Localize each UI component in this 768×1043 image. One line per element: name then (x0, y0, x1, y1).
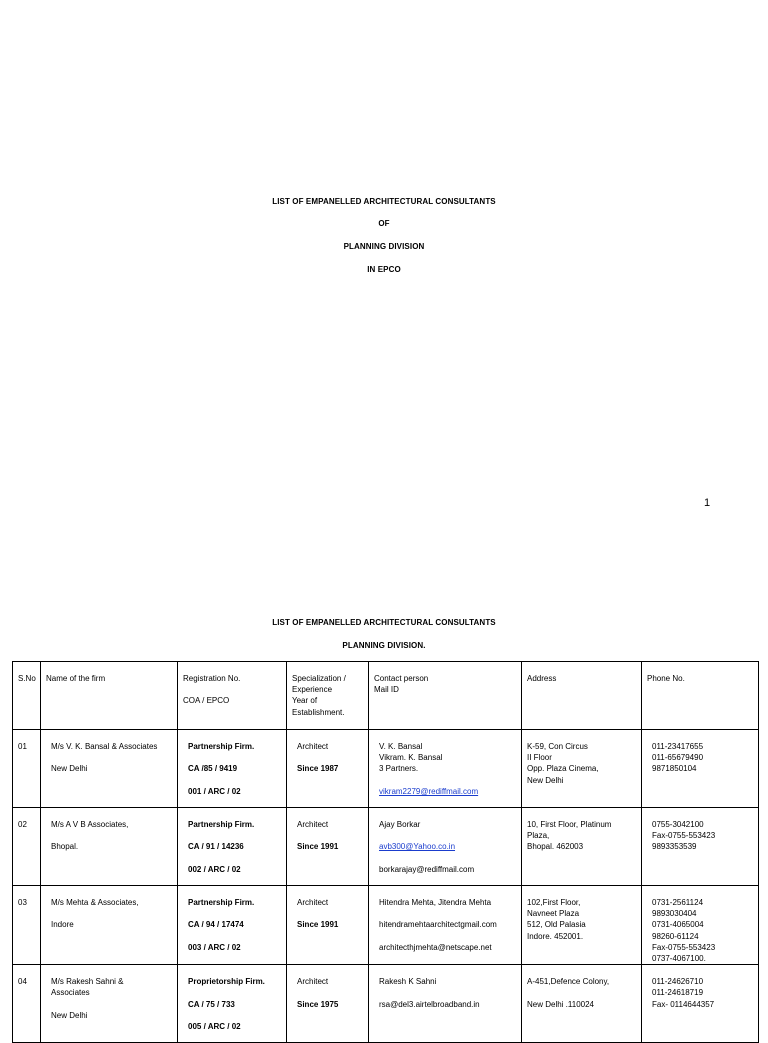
cell-firm: M/s V. K. Bansal & Associates New Delhi (41, 730, 178, 808)
cell-phone: 011-23417655 011-65679490 9871850104 (642, 730, 759, 808)
cell-contact: V. K. Bansal Vikram. K. Bansal 3 Partners. vikram2279@rediffmail.com (369, 730, 522, 808)
cell-phone: 0731-2561124 9893030404 0731-4065004 98260-61124 Fax-0755-553423 0737-4067100. (642, 886, 759, 965)
header-registration: Registration No. COA / EPCO (178, 662, 287, 730)
table-header-row (13, 662, 759, 730)
cell-specialization: Architect Since 1991 (287, 886, 369, 965)
cover-title-line-2: OF (378, 219, 390, 228)
cell-sno: 02 (13, 808, 41, 886)
cell-firm: M/s Mehta & Associates, Indore (41, 886, 178, 965)
list-subtitle: PLANNING DIVISION. (342, 641, 426, 650)
cell-sno: 04 (13, 965, 41, 1043)
cell-address: A-451,Defence Colony, New Delhi .110024 (522, 965, 642, 1043)
email-text: hitendramehtaarchitectgmail.com (379, 920, 497, 930)
table-row (13, 886, 759, 965)
header-phone: Phone No. (642, 662, 759, 730)
consultants-table (12, 661, 759, 1043)
table-row (13, 965, 759, 1043)
cover-title-line-4: IN EPCO (367, 265, 401, 274)
cell-address: K-59, Con Circus II Floor Opp. Plaza Cinema, New Delhi (522, 730, 642, 808)
cover-title-line-3: PLANNING DIVISION (343, 242, 425, 251)
cell-sno: 03 (13, 886, 41, 965)
cell-specialization: Architect Since 1991 (287, 808, 369, 886)
cell-phone: 0755-3042100 Fax-0755-553423 9893353539 (642, 808, 759, 886)
header-specialization: Specialization / Experience Year of Establishment. (287, 662, 369, 730)
email-link[interactable]: vikram2279@rediffmail.com (379, 786, 479, 796)
cell-sno: 01 (13, 730, 41, 808)
page-number: 1 (704, 497, 711, 509)
cell-registration: Partnership Firm. CA / 91 / 14236 002 / ARC / 02 (178, 808, 287, 886)
header-firm: Name of the firm (41, 662, 178, 730)
cover-title-line-1: LIST OF EMPANELLED ARCHITECTURAL CONSULTANTS (272, 197, 496, 206)
email-text: borkarajay@rediffmail.com (379, 864, 475, 874)
table-row (13, 808, 759, 886)
email-text: rsa@del3.airtelbroadband.in (379, 999, 480, 1009)
cell-contact: Ajay Borkar avb300@Yahoo.co.in borkarajay@rediffmail.com (369, 808, 522, 886)
header-address: Address (522, 662, 642, 730)
cell-address: 102,First Floor, Navneet Plaza 512, Old Palasia Indore. 452001. (522, 886, 642, 965)
cell-firm: M/s A V B Associates, Bhopal. (41, 808, 178, 886)
cell-specialization: Architect Since 1987 (287, 730, 369, 808)
cell-registration: Partnership Firm. CA /85 / 9419 001 / ARC / 02 (178, 730, 287, 808)
cell-registration: Partnership Firm. CA / 94 / 17474 003 / ARC / 02 (178, 886, 287, 965)
header-sno: S.No (13, 662, 41, 730)
email-text: architecthjmehta@netscape.net (379, 942, 492, 952)
email-link[interactable]: avb300@Yahoo.co.in (379, 842, 456, 852)
cell-firm: M/s Rakesh Sahni & Associates New Delhi (41, 965, 178, 1043)
cell-contact: Rakesh K Sahni rsa@del3.airtelbroadband.in (369, 965, 522, 1043)
cell-registration: Proprietorship Firm. CA / 75 / 733 005 / ARC / 02 (178, 965, 287, 1043)
cell-address: 10, First Floor, Platinum Plaza, Bhopal. 462003 (522, 808, 642, 886)
cell-contact: Hitendra Mehta, Jitendra Mehta hitendramehtaarchitectgmail.com architecthjmehta@netscape.net (369, 886, 522, 965)
cell-phone: 011-24626710 011-24618719 Fax- 0114644357 (642, 965, 759, 1043)
table-row (13, 730, 759, 808)
list-title: LIST OF EMPANELLED ARCHITECTURAL CONSULTANTS (272, 618, 496, 627)
cell-specialization: Architect Since 1975 (287, 965, 369, 1043)
header-contact: Contact person Mail ID (369, 662, 522, 730)
